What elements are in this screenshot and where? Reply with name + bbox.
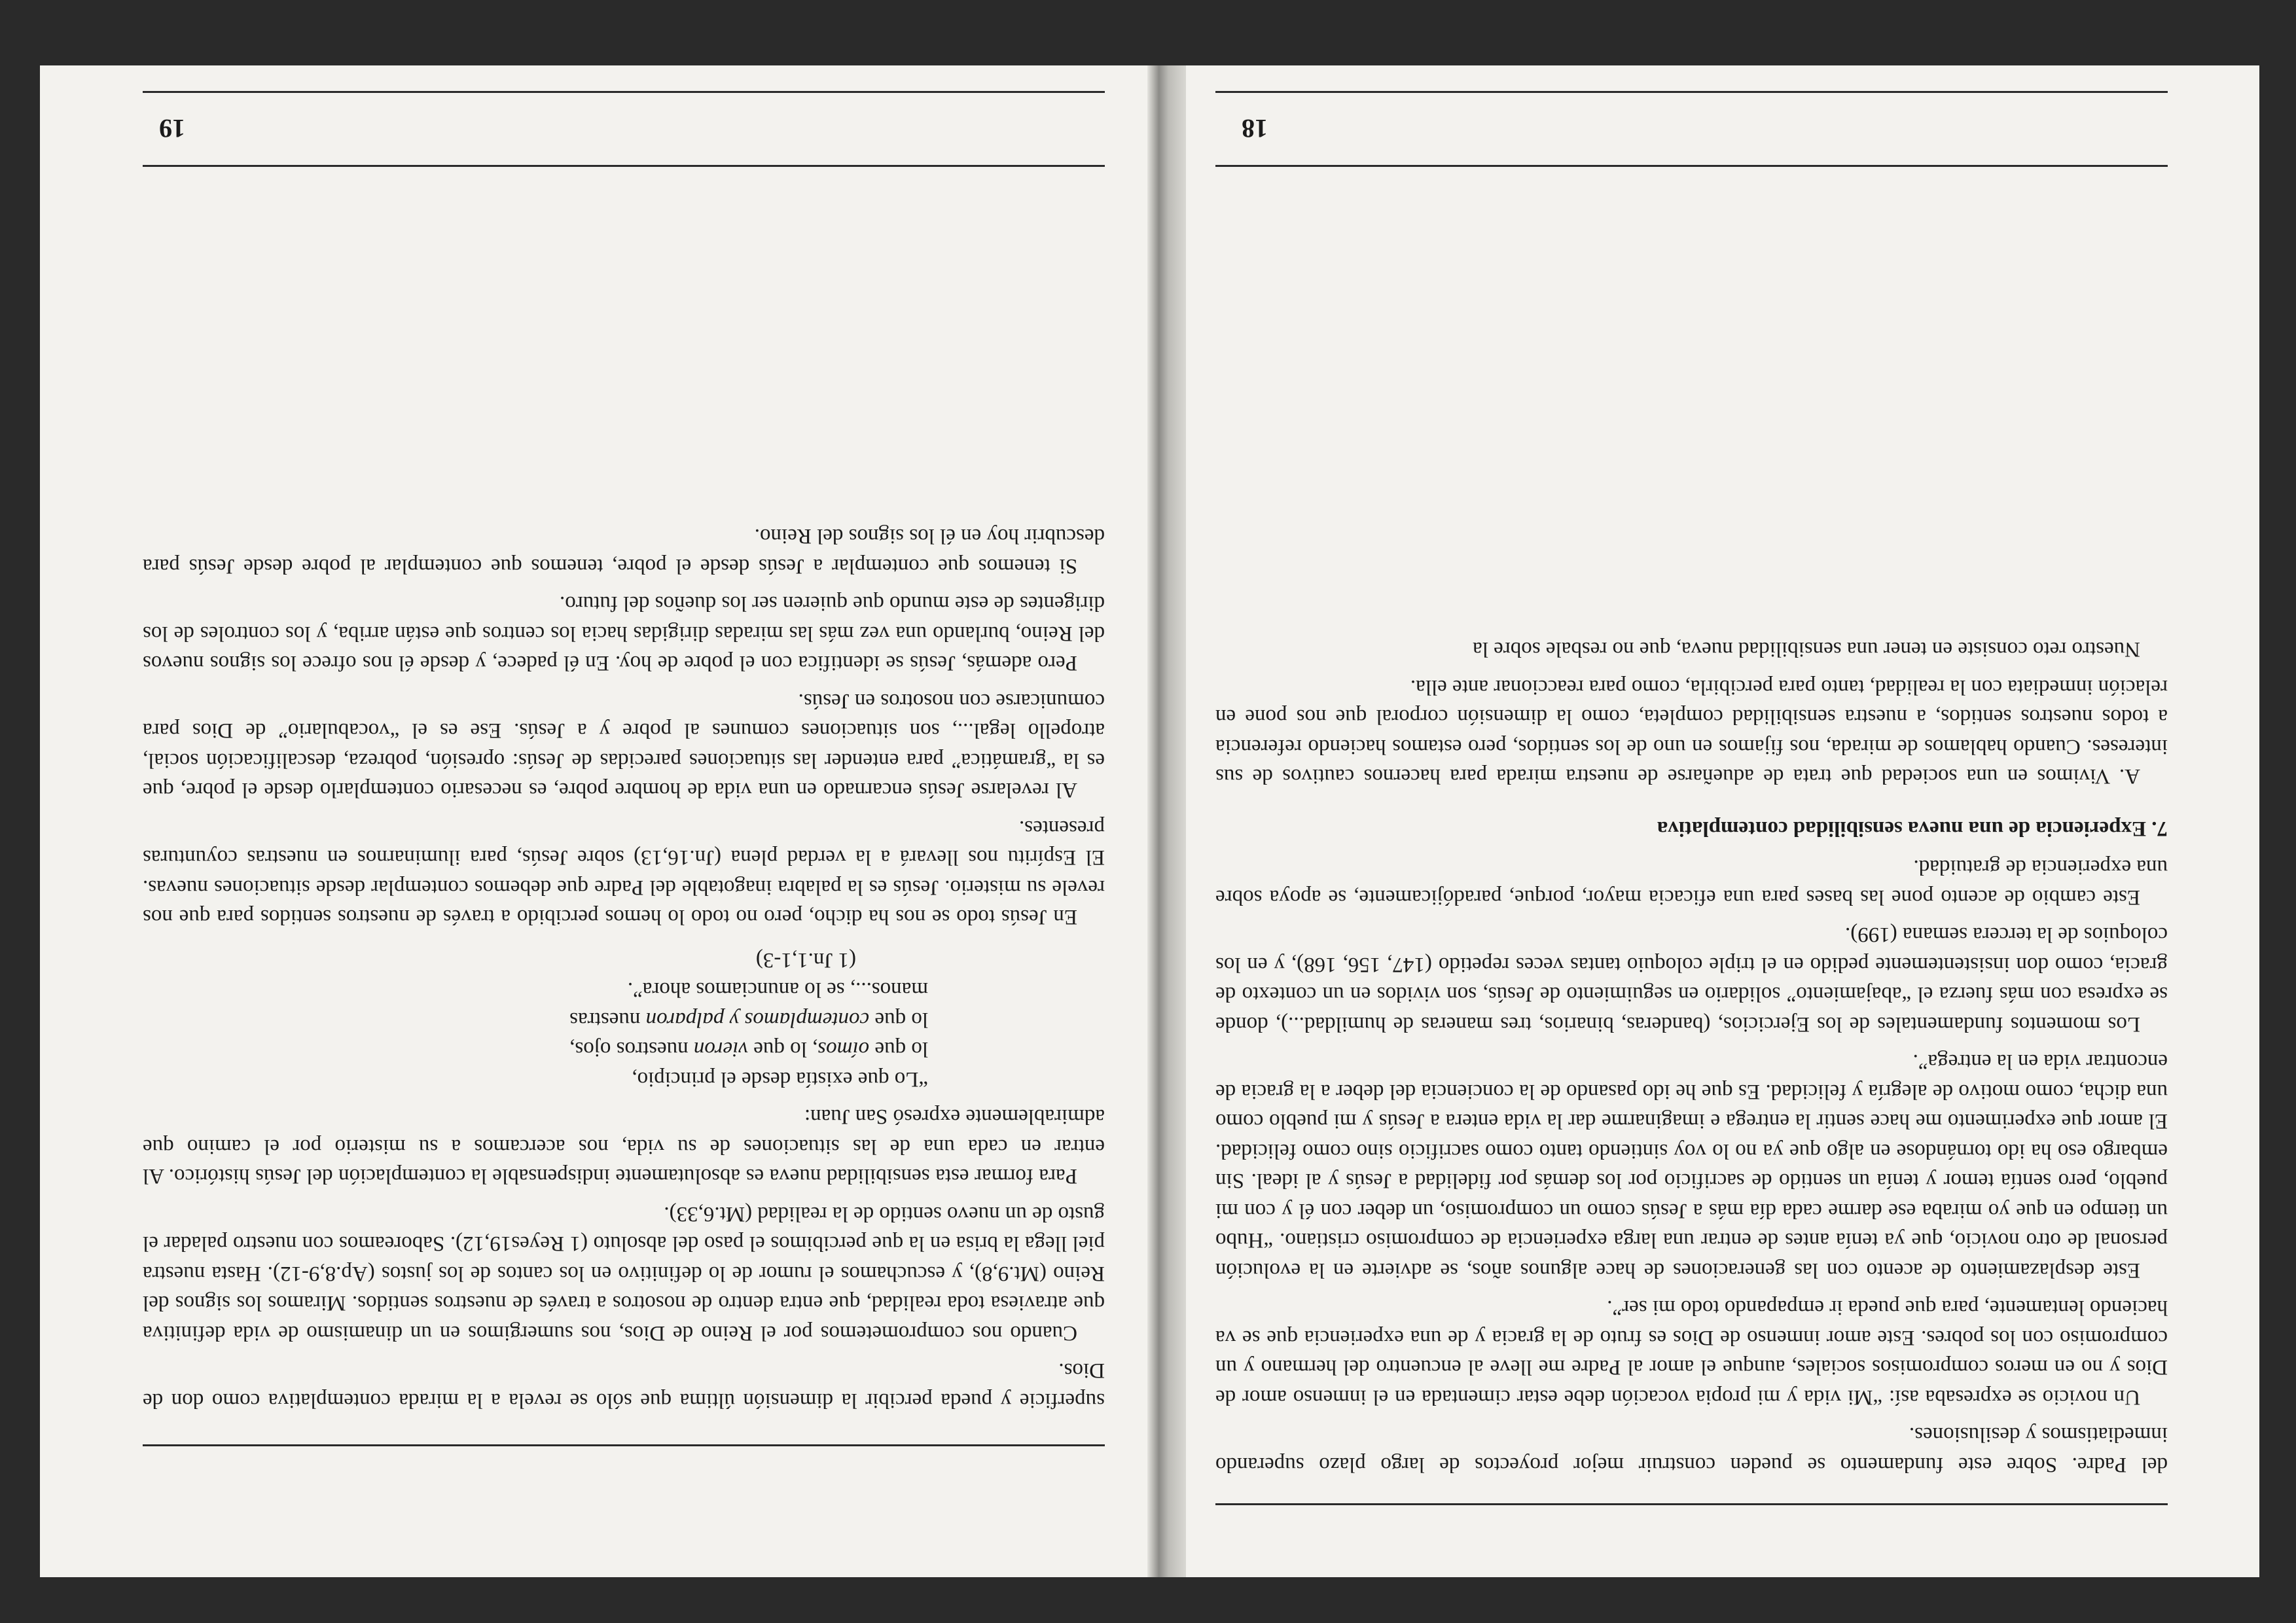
- paragraph: Si tenemos que contemplar a Jesús desde el pobre, tenemos que contemplar al pobre desde Jesús para descubrir hoy en él los signos del Reino.: [143, 524, 1105, 578]
- scripture-quote: [143, 945, 928, 1094]
- paragraph: Nuestro reto consiste en tener una sensibilidad nueva, que no resbale sobre la: [1473, 637, 2140, 662]
- left-page-text: [1215, 626, 2168, 1479]
- right-page-text: [143, 513, 1105, 1415]
- paragraph: Para formar esta sensibilidad nueva es absolutamente indispensable la contemplación del Jesús histórico. Al entrar en cada una de las situaciones de su vida, nos acercamos a su misterio por el camino que admirablemente expresó San Juan:: [143, 1105, 1105, 1188]
- page-number: 19: [159, 114, 185, 143]
- left-page: [1186, 65, 2259, 1577]
- paragraph: Este cambio de acento pone las bases para una eficacia mayor, porque, paradójicamente, se apoya sobre una experiencia de gratuidad.: [1215, 855, 2168, 909]
- quote-reference: (1 Jn.1,1-3): [755, 948, 856, 972]
- right-page: [40, 65, 1147, 1577]
- paragraph: superficie y pueda percibir la dimensión última que sólo se revela a la mirada contemplativa como don de Dios.: [143, 1359, 1105, 1412]
- paragraph: Cuando nos comprometemos por el Reino de Dios, nos sumergimos en un dinamismo de vida definitiva que atraviesa toda realidad, que entra dentro de nosotros a través de nuestros sentidos. Miramos los signos del Reino (Mt.9,8), y escuchamos el rumor de lo definitivo en los cantos de los justos (Ap.8,9-12). Hasta nuestra piel llega la brisa en la que percibimos el paso del absoluto (1 Reyes19,12). Saboreamos con nuestro paladar el gusto de un nuevo sentido de la realidad (Mt.6,33).: [143, 1202, 1105, 1345]
- book-gutter: [1147, 65, 1186, 1577]
- paragraph: Al revelarse Jesús encarnado en una vida de hombre pobre, es necesario contemplarlo desde el pobre, que es la “gramática” para entender las situaciones parecidas de Jesús: opresión, pobreza, descalificación social, atropello legal..., son situaciones comunes al pobre y a Jesús. Ese es el “vocabulario” de Dios para comunicarse con nosotros en Jesús.: [143, 689, 1105, 802]
- top-rule: [1215, 1503, 2168, 1505]
- paragraph: del Padre. Sobre este fundamento se pueden construir mejor proyectos de largo plazo superando inmediatismos y desilusiones.: [1215, 1423, 2168, 1476]
- paragraph: Los momentos fundamentales de los Ejercicios, (banderas, binarios, tres maneras de humildad...), donde se expresa con más fuerza el “abajamiento” solidario en seguimiento de Jesús, son vividos en un contexto de gracia, como don insistentemente pedido en el triple coloquio tantas veces repetido (147, 156, 168), y en los coloquios de la tercera semana (199).: [1215, 923, 2168, 1036]
- quote-line: lo que oímos, lo que vieron nuestros ojos,: [569, 1037, 928, 1061]
- paragraph: En Jesús todo se nos ha dicho, pero no todo lo hemos percibido a través de nuestros sentidos para que nos revele su misterio. Jesús es la palabra inagotable del Padre que debemos contemplar desde situaciones nuevas. El Espíritu nos llevará a la verdad plena (Jn.16,13) sobre Jesús, para iluminarnos en nuestras coyunturas presentes.: [143, 816, 1105, 929]
- footer-rule: [1215, 91, 2168, 93]
- bottom-rule: [1215, 165, 2168, 167]
- section-heading: 7. Experiencia de una nueva sensibilidad contemplativa: [1657, 817, 2168, 840]
- paragraph: Este desplazamiento de acento con las generaciones de hace algunos años, se advierte en la evolución personal de otro novicio, que ya tenía antes de entrar una larga experiencia de compromiso cristiano. “Hubo un tiempo en que yo miraba ese darme cada día más a Jesús como un compromiso, un deber con él y con mi pueblo, pero sentía temor y tenía un sentido de sacrificio por los demás por fidelidad a Jesús y al ideal. Sin embargo eso ha ido tornándose en algo que ya no lo voy sintiendo tanto como sacrificio sino como felicidad. El amor que experimento me hace sentir la entrega e imaginarme dar la vida entera a Jesús y mi pueblo como una dicha, como motivo de alegría y felicidad. Es que he ido pasando de la conciencia del deber a la gracia de encontrar vida en la entrega”.: [1215, 1050, 2168, 1282]
- quote-line: manos..., se lo anunciamos ahora”.: [627, 978, 928, 1002]
- page-number: 18: [1242, 114, 1268, 143]
- paragraph: Un novicio se expresaba así: “Mi vida y mi propia vocación debe estar cimentada en el inmenso amor de Dios y no en meros compromisos sociales, aunque el amor al Padre me lleve al encuentro del hermano y un compromiso con los pobres. Este amor inmenso de Dios es fruto de la gracia y de una experiencia que se va haciendo lentamente, para que pueda ir empapando todo mi ser”.: [1215, 1296, 2168, 1409]
- footer-rule: [143, 91, 1105, 93]
- quote-line: “Lo que existía desde el principio,: [632, 1067, 928, 1091]
- top-rule: [143, 1444, 1105, 1446]
- bottom-rule: [143, 165, 1105, 167]
- paragraph: Pero además, Jesús se identifica con el pobre de hoy. En él padece, y desde él nos ofrece los signos nuevos del Reino, burlando una vez más las miradas dirigidas hacia los centros que están arriba, y los controles de los dirigentes de este mundo que quieren ser los dueños del futuro.: [143, 592, 1105, 675]
- paragraph: A. Vivimos en una sociedad que trata de adueñarse de nuestra mirada para hacernos cautivos de sus intereses. Cuando hablamos de mirada, nos fijamos en uno de los sentidos, pero estamos haciendo referencia a todos nuestros sentidos, a nuestra sensibilidad completa, como la dimensión corporal que nos pone en relación inmediata con la realidad, tanto para percibirla, como para reaccionar ante ella.: [1215, 675, 2168, 789]
- quote-line: lo que contemplamos y palparon nuestras: [569, 1008, 928, 1031]
